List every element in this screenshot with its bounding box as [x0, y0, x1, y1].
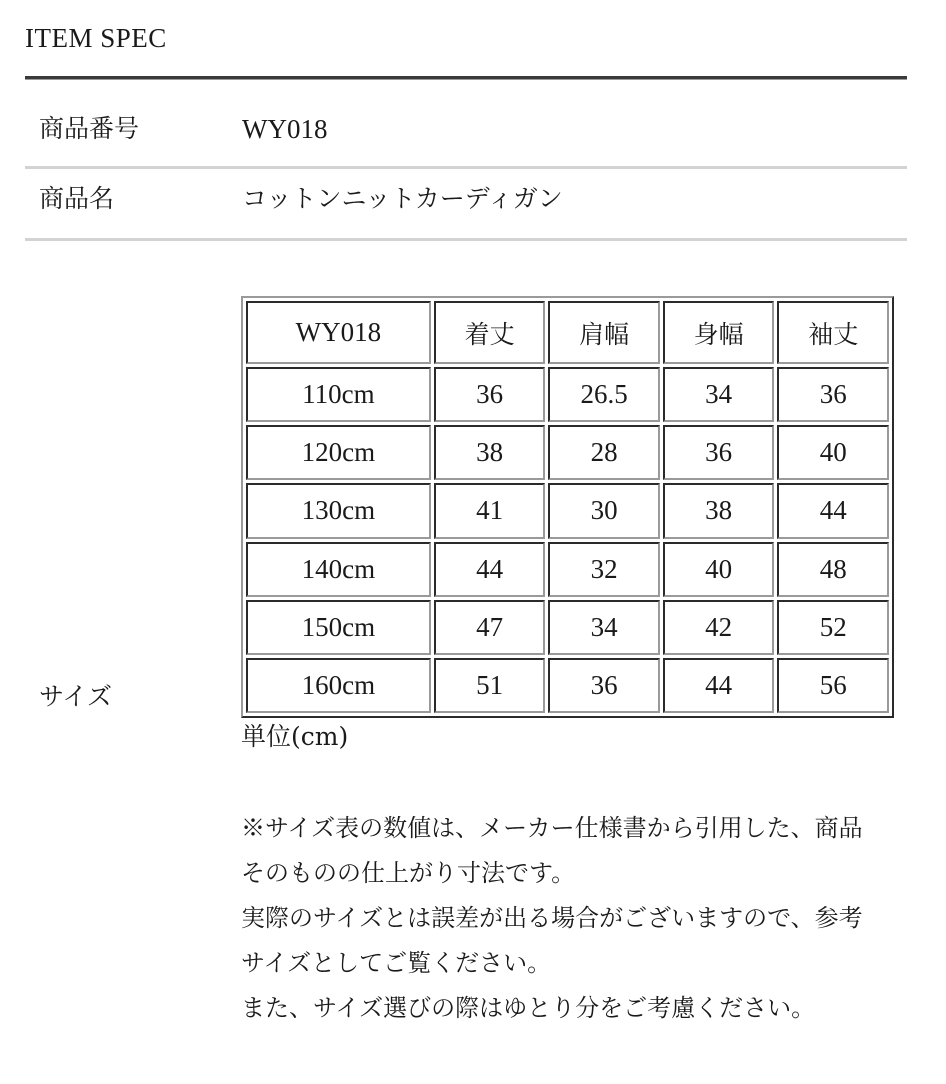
- table-row: [246, 425, 889, 480]
- table-cell: 44: [663, 658, 775, 713]
- table-cell: 40: [777, 425, 889, 480]
- note-paragraph: また、サイズ選びの際はゆとり分をご考慮ください。: [241, 994, 816, 1022]
- spec-row-name: [25, 180, 907, 242]
- table-row: [246, 658, 889, 713]
- table-cell: 26.5: [548, 367, 660, 422]
- table-cell: 42: [663, 600, 775, 655]
- note-paragraph: ※サイズ表の数値は、メーカー仕様書から引用した、商品そのものの仕上がり寸法です。: [241, 814, 863, 887]
- header-cell-shoulder: 肩幅: [548, 301, 660, 364]
- table-cell: 36: [548, 658, 660, 713]
- code-label: 商品番号: [39, 114, 140, 143]
- note-paragraph: 実際のサイズとは誤差が出る場合がございますので、参考サイズとしてご覧ください。: [241, 904, 863, 977]
- table-cell: 160cm: [246, 658, 431, 713]
- header-cell-sleeve: 袖丈: [777, 301, 889, 364]
- table-cell: 32: [548, 542, 660, 597]
- table-cell: 120cm: [246, 425, 431, 480]
- table-cell: 34: [663, 367, 775, 422]
- table-cell: 56: [777, 658, 889, 713]
- header-cell-model: WY018: [246, 301, 431, 364]
- table-cell: 36: [434, 367, 546, 422]
- table-cell: 34: [548, 600, 660, 655]
- size-label: サイズ: [39, 682, 113, 711]
- code-value: WY018: [242, 114, 328, 144]
- row-divider: [25, 238, 907, 241]
- name-value: コットンニットカーディガン: [242, 184, 563, 213]
- table-row: [246, 542, 889, 597]
- table-cell: 52: [777, 600, 889, 655]
- table-row: [246, 367, 889, 422]
- table-cell: 41: [434, 483, 546, 538]
- header-cell-chest: 身幅: [663, 301, 775, 364]
- unit-note: 単位(cm): [241, 722, 349, 751]
- table-cell: 44: [777, 483, 889, 538]
- section-title: ITEM SPEC: [25, 23, 167, 53]
- header-cell-length: 着丈: [434, 301, 546, 364]
- table-cell: 36: [777, 367, 889, 422]
- table-cell: 38: [663, 483, 775, 538]
- table-cell: 150cm: [246, 600, 431, 655]
- table-cell: 36: [663, 425, 775, 480]
- name-label: 商品名: [39, 184, 115, 213]
- table-cell: 44: [434, 542, 546, 597]
- table-row: [246, 600, 889, 655]
- table-cell: 40: [663, 542, 775, 597]
- table-header-row: [246, 301, 889, 364]
- size-notes: [241, 806, 881, 1031]
- spec-row-code: [25, 110, 907, 170]
- table-cell: 110cm: [246, 367, 431, 422]
- table-cell: 130cm: [246, 483, 431, 538]
- title-divider: [25, 76, 907, 80]
- table-cell: 51: [434, 658, 546, 713]
- table-cell: 38: [434, 425, 546, 480]
- table-cell: 30: [548, 483, 660, 538]
- table-cell: 140cm: [246, 542, 431, 597]
- size-table: [241, 296, 894, 718]
- row-divider: [25, 166, 907, 169]
- table-cell: 28: [548, 425, 660, 480]
- table-cell: 47: [434, 600, 546, 655]
- table-cell: 48: [777, 542, 889, 597]
- table-row: [246, 483, 889, 538]
